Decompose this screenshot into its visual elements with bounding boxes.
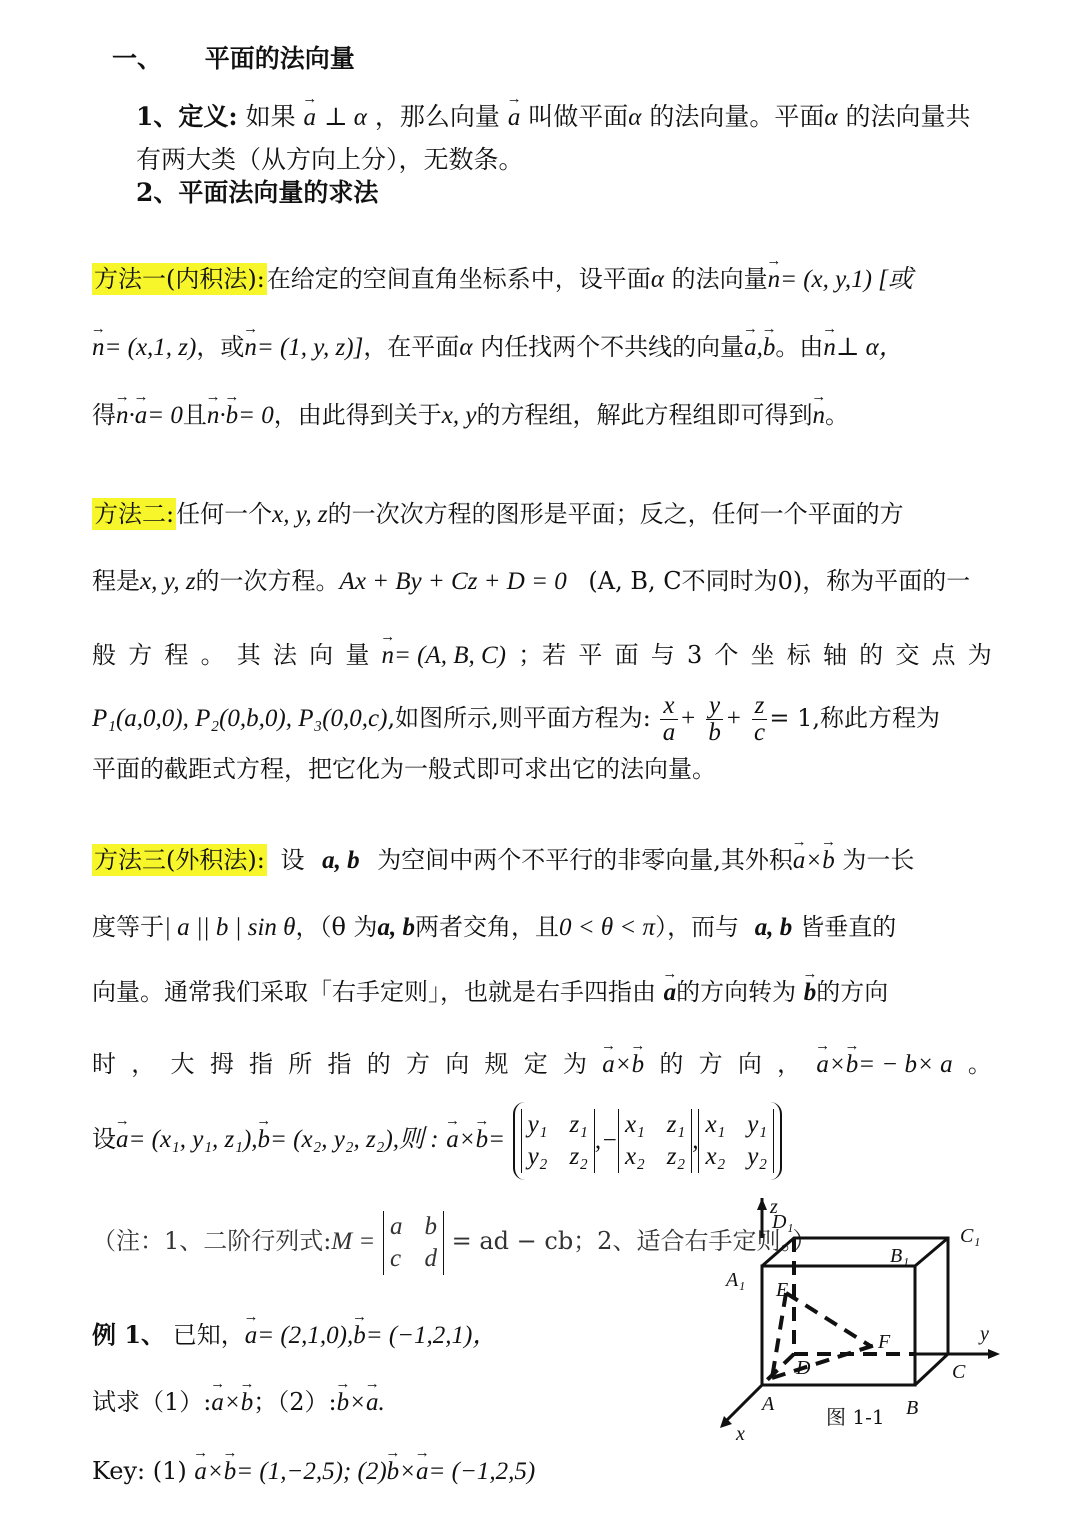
note-text: （注：1、二阶行列式: (92, 1227, 332, 1255)
char: 方 (406, 1050, 430, 1078)
char: 的 (659, 1050, 684, 1078)
char: 轴 (822, 641, 847, 669)
vector-a: → a (664, 976, 677, 1010)
definition-text-b: ，那么向量 (374, 102, 500, 131)
cross-product: → a×→ b (602, 1047, 644, 1082)
segment-EA (772, 1293, 786, 1378)
alpha-symbol: α (824, 104, 838, 131)
char: 。 (967, 1050, 992, 1078)
example-label: 例 1、 (92, 1320, 166, 1349)
method1-variables: x, y (441, 402, 477, 429)
char: 的 (366, 1050, 391, 1078)
method3-text: 设 (92, 1125, 116, 1153)
char: 。 (200, 641, 225, 669)
vector-a: → a (366, 1386, 379, 1420)
method1-text: ，或 (196, 333, 245, 361)
numerator: z (752, 693, 768, 720)
hidden-edge-diagonal (762, 1354, 794, 1385)
vector-a: → a (304, 101, 317, 135)
fraction-y-b (706, 693, 723, 746)
label-C1: C₁ (960, 1225, 981, 1247)
char: 方 (128, 641, 153, 669)
method3-text: 的方向 (816, 978, 889, 1006)
method1-line-1 (92, 262, 992, 297)
vector-n: → n (116, 399, 129, 433)
cuboid-figure (710, 1198, 1010, 1448)
char: 的 (859, 641, 884, 669)
char: 坐 (750, 641, 775, 669)
method3-line-2 (92, 910, 992, 945)
method1-text: 内任找两个不共线的向量 (480, 333, 745, 361)
example-text: 试求（1）: (92, 1388, 212, 1416)
vector-b: → b (224, 1455, 237, 1489)
label-B1: B₁ (890, 1245, 910, 1267)
method1-text: 且 (182, 401, 207, 429)
vector-a: → a (245, 1319, 258, 1353)
heading-number: 一、 (112, 44, 163, 73)
vector-a: → a (602, 1048, 615, 1082)
method3-text: 向量。通常我们采取「右手定则」，也就是右手四指由 (92, 978, 656, 1006)
method1-equation: = (x, y,1) [或 (780, 266, 913, 293)
alpha-symbol: α (650, 266, 664, 293)
vector-a: → a (135, 399, 148, 433)
method2-label: 方法二: (94, 500, 175, 528)
definition-line-2: 有两大类（从方向上分），无数条。 (136, 145, 524, 174)
det-entry: y₂ (527, 1142, 548, 1170)
alpha-symbol: α (628, 104, 642, 131)
vector-b: → b (241, 1386, 254, 1420)
vector-a: → a (211, 1386, 224, 1420)
method2-variables: x, y, z (272, 501, 328, 528)
magnitude-expr: | a || b | sin θ (164, 914, 296, 941)
method1-text: ，由此得到关于 (273, 401, 442, 429)
numerator: x (660, 693, 677, 720)
label-D1: D₁ (772, 1211, 794, 1233)
method2-text: 的一次方程。 (195, 567, 340, 595)
fraction-z-c (752, 693, 768, 746)
vector-b-coords: = (x₂, y₂, z₂),则 : (270, 1126, 439, 1153)
vectors-ab: a, b (322, 847, 360, 874)
method3-text: 设 (280, 846, 305, 874)
denominator: b (708, 719, 721, 746)
method3-line-5: 设→ a= (x₁, y₁, z₁),→ b= (x₂, y₂, z₂),则 : → a×→ b= y₁ z₁ y₂ z₂ , − x₁ z₁ x₂ z₂ , x₁ y₁ x₂ y₂ (92, 1100, 992, 1180)
method1-label: 方法一(内积法): (94, 265, 265, 293)
char: 为 (967, 641, 992, 669)
definition-text-e: 的法向量共 (845, 102, 971, 131)
char: 拇 (209, 1050, 234, 1078)
top-right-edge (915, 1238, 948, 1266)
char: 量 (345, 641, 370, 669)
det-entry: y₁ (747, 1110, 768, 1138)
char: 般 (92, 641, 116, 669)
method3-line-1: 方法三(外积法): 设 a, b 为空间中两个不平行的非零向量,其外积→ a×→ b 为一长 (92, 843, 992, 878)
label-A1: A₁ (726, 1269, 746, 1291)
vector-a: → a (446, 1101, 459, 1179)
determinant-3 (698, 1109, 774, 1173)
vector-a: → a (416, 1455, 429, 1489)
eq-text: = − b× a (858, 1051, 953, 1078)
section-heading (112, 42, 1012, 76)
det-entry: z₂ (569, 1142, 588, 1170)
numerator: y (706, 693, 723, 720)
vector-n: → n (92, 331, 105, 365)
general-equation: Ax + By + Cz + D = 0 (339, 568, 567, 595)
vector-b: → b (822, 844, 835, 878)
label-A: A (762, 1393, 775, 1415)
det-entry: x₁ (705, 1110, 726, 1138)
label-x: x (736, 1423, 745, 1445)
method2-text: ,如图所示,则平面方程为: (387, 704, 651, 732)
example-text: 已知， (172, 1321, 245, 1349)
char: 方 (698, 1050, 723, 1078)
char: 点 (931, 641, 956, 669)
method3-text: ，（θ 为 (295, 913, 378, 941)
vector-b: → b (804, 976, 817, 1010)
char: 平 (578, 641, 603, 669)
char: 法 (272, 641, 297, 669)
method3-label: 方法三(外积法): (94, 846, 265, 874)
normal-eq-text: = (A, B, C) (394, 642, 506, 669)
method1-text: ，在平面 (363, 333, 460, 361)
vector-n: → n (207, 399, 220, 433)
example-text: . (378, 1389, 385, 1416)
char: 标 (786, 641, 811, 669)
label-F: F (878, 1331, 891, 1353)
key-answer-2: = (−1,2,5) (428, 1458, 536, 1485)
fraction-x-a (660, 693, 677, 746)
label-D: D (796, 1357, 811, 1379)
method2-text: 任何一个 (176, 500, 273, 528)
method2-line-2 (92, 564, 992, 599)
heading-title: 平面的法向量 (204, 44, 355, 73)
method1-line-3: 得→ n·→ a= 0且→ n·→ b= 0，由此得到关于x, y的方程组，解此方程组即可得到→ n。 (92, 398, 992, 433)
segment-EF (786, 1293, 872, 1347)
det-entry: z₁ (569, 1110, 588, 1138)
char: 个 (714, 641, 739, 669)
example-eq: = (−1,2,1)， (365, 1322, 498, 1349)
char: 所 (288, 1050, 313, 1078)
example-line-2: 试求（1）:→ a×→ b；（2）:→ b×→ a. (92, 1385, 992, 1420)
method1-text: 在给定的空间直角坐标系中，设平面 (266, 265, 651, 293)
method2-text: = 1,称此方程为 (769, 704, 941, 732)
note-determinant (383, 1211, 444, 1275)
char: 面 (614, 641, 639, 669)
vector-b: → b (846, 1048, 859, 1082)
method1-line-2: → n= (x,1, z)，或→ n= (1, y, z)]，在平面α 内任找两个不共线的向量→ a,→ b。由→ n⊥ α， (92, 330, 992, 365)
method2-text: 程是 (92, 567, 140, 595)
denominator: a (662, 719, 676, 746)
vector-b: → b (353, 1319, 366, 1353)
char: 指 (249, 1050, 273, 1078)
note-M: M = (331, 1228, 376, 1255)
y-arrow-icon (988, 1349, 1000, 1359)
figure-caption: 图 1-1 (826, 1405, 885, 1429)
vector-a: → a (508, 101, 521, 135)
method2-line-1 (92, 497, 992, 532)
vector-b: → b (632, 1048, 645, 1082)
method2-line-4: P₁(a,0,0), P₂(0,b,0), P₃(0,0,c),如图所示,则平面方程为: $\frac{x}{a}$ + $\frac{y}{b}$ + $\frac{z}{c}$ = 1,称此方程为 (92, 692, 941, 746)
method2-text: 的一次次方程的图形是平面；反之，任何一个平面的方 (327, 500, 904, 528)
char: 与 (650, 641, 675, 669)
vector-b: → b (258, 1101, 271, 1179)
method3-text: 皆垂直的 (800, 913, 897, 941)
char: 其 (236, 641, 261, 669)
char: ；若 (518, 641, 567, 669)
note-text: = ad − cb；2、适合右手定则。） (451, 1227, 817, 1255)
label-y: y (980, 1323, 989, 1345)
method1-equation: = 0 (147, 402, 183, 429)
char: 向 (737, 1050, 762, 1078)
char: 3 (686, 641, 703, 669)
det-entry: d (424, 1244, 437, 1272)
char: 定 (523, 1050, 548, 1078)
definition-text-d: 的法向量。平面 (649, 102, 825, 131)
key-separator: ; (2) (342, 1458, 387, 1485)
char: 程 (164, 641, 189, 669)
method3-text: 为一长 (842, 846, 915, 874)
z-arrow-icon (757, 1198, 767, 1210)
key-label: Key: (1) (92, 1457, 187, 1485)
det-entry: b (424, 1212, 437, 1240)
vector-b: → b (476, 1101, 489, 1179)
intercept-points: P₁(a,0,0), P₂(0,b,0), P₃(0,0,c) (92, 705, 388, 732)
minus-sign: − (601, 1126, 618, 1154)
vectors-ab: a, b (377, 914, 416, 941)
section-2-title: 2、平面法向量的求法 (136, 178, 379, 207)
method2-text: (A, B, C不同时为0)，称为平面的一 (588, 567, 971, 595)
example-key: Key: (1) → a×→ b= (1,−2,5); (2)→ b×→ a= (−1,2,5) (92, 1454, 992, 1489)
det-entry: z₁ (666, 1110, 686, 1138)
char: 时 (92, 1050, 116, 1078)
perp-symbol: ⊥ α (324, 104, 367, 131)
example-eq: = (2,1,0), (257, 1322, 354, 1349)
char: 向 (445, 1050, 470, 1078)
vectors-ab: a, b (754, 914, 793, 941)
vector-n: → n (244, 331, 257, 365)
method1-equation: = 0 (238, 402, 274, 429)
method1-text: 得 (92, 401, 116, 429)
vector-b: → b (226, 399, 239, 433)
vector-a: → a (194, 1455, 207, 1489)
vector-b: → b (763, 331, 776, 365)
key-answer-1: = (1,−2,5) (236, 1458, 343, 1485)
definition-text-c: 叫做平面 (528, 102, 629, 131)
char: 交 (895, 641, 920, 669)
vector-n: → n (768, 263, 781, 297)
anticommutative-eq: → a×→ b= − b× a (816, 1047, 952, 1082)
x-axis (724, 1385, 762, 1423)
vector-b: → b (337, 1386, 350, 1420)
char: 为 (563, 1050, 587, 1078)
definition-text-a: 如果 (245, 102, 296, 131)
det-entry: y₁ (527, 1110, 548, 1138)
det-entry: x₂ (625, 1142, 645, 1170)
char: 指 (327, 1050, 352, 1078)
vector-a: → a (816, 1048, 829, 1082)
label-z: z (770, 1198, 778, 1218)
angle-range: 0 < θ < π (559, 914, 656, 941)
char: 大 (170, 1050, 195, 1078)
method3-line-4 (92, 1047, 992, 1082)
label-B: B (906, 1397, 919, 1419)
method1-text: 的方程组，解此方程组即可得到 (476, 401, 813, 429)
example-text: ；（2）: (253, 1388, 337, 1416)
vector-n: → n (823, 331, 836, 365)
label-E: E (776, 1279, 789, 1301)
method1-text: 。 (824, 401, 849, 429)
vector-a-coords: = (x₁, y₁, z₁), (128, 1126, 258, 1153)
method1-equation: = (x,1, z) (104, 334, 197, 361)
char: ， (131, 1050, 156, 1078)
method3-text: 的方向转为 (676, 978, 797, 1006)
char: 规 (484, 1050, 509, 1078)
determinant-2 (618, 1109, 692, 1173)
normal-vector-eq (382, 638, 507, 673)
det-entry: y₂ (747, 1142, 768, 1170)
definition-label: 1、定义: (136, 102, 238, 131)
definition-line-1 (136, 100, 1036, 135)
det-entry: c (389, 1244, 402, 1272)
method3-text: 度等于 (92, 913, 164, 941)
char: 向 (309, 641, 334, 669)
method3-line-3 (92, 975, 992, 1010)
det-entry: x₂ (705, 1142, 726, 1170)
det-entry: x₁ (625, 1110, 645, 1138)
determinant-1 (521, 1109, 595, 1173)
vector-b: → b (387, 1455, 400, 1489)
vector-a: → a (744, 331, 757, 365)
method1-text: 的法向量 (671, 265, 768, 293)
method2-line-3 (92, 638, 992, 673)
label-C: C (952, 1361, 966, 1383)
det-entry: z₂ (666, 1142, 686, 1170)
det-entry: a (389, 1212, 403, 1240)
method3-text: ），而与 (655, 913, 740, 941)
method1-text: 。由 (775, 333, 824, 361)
method3-text: 为空间中两个不平行的非零向量,其外积 (377, 846, 793, 874)
method3-text: 两者交角，且 (415, 913, 560, 941)
method1-equation: = (1, y, z)] (256, 334, 364, 361)
vector-a: → a (116, 1101, 129, 1179)
cross-product-determinants: y₁ z₁ y₂ z₂ , − x₁ z₁ x₂ z₂ , x₁ y₁ x₂ y₂ (513, 1102, 782, 1180)
method1-perp: ⊥ α， (835, 334, 904, 361)
alpha-symbol: α (459, 334, 473, 361)
method2-variables: x, y, z (140, 568, 196, 595)
vector-a: → a (793, 844, 806, 878)
method2-line-5: 平面的截距式方程，把它化为一般式即可求出它的法向量。 (92, 755, 716, 783)
denominator: c (753, 719, 766, 746)
vector-n: → n (812, 399, 825, 433)
vector-n: → n (382, 639, 395, 673)
char: ， (777, 1050, 802, 1078)
equals: = (488, 1126, 506, 1153)
